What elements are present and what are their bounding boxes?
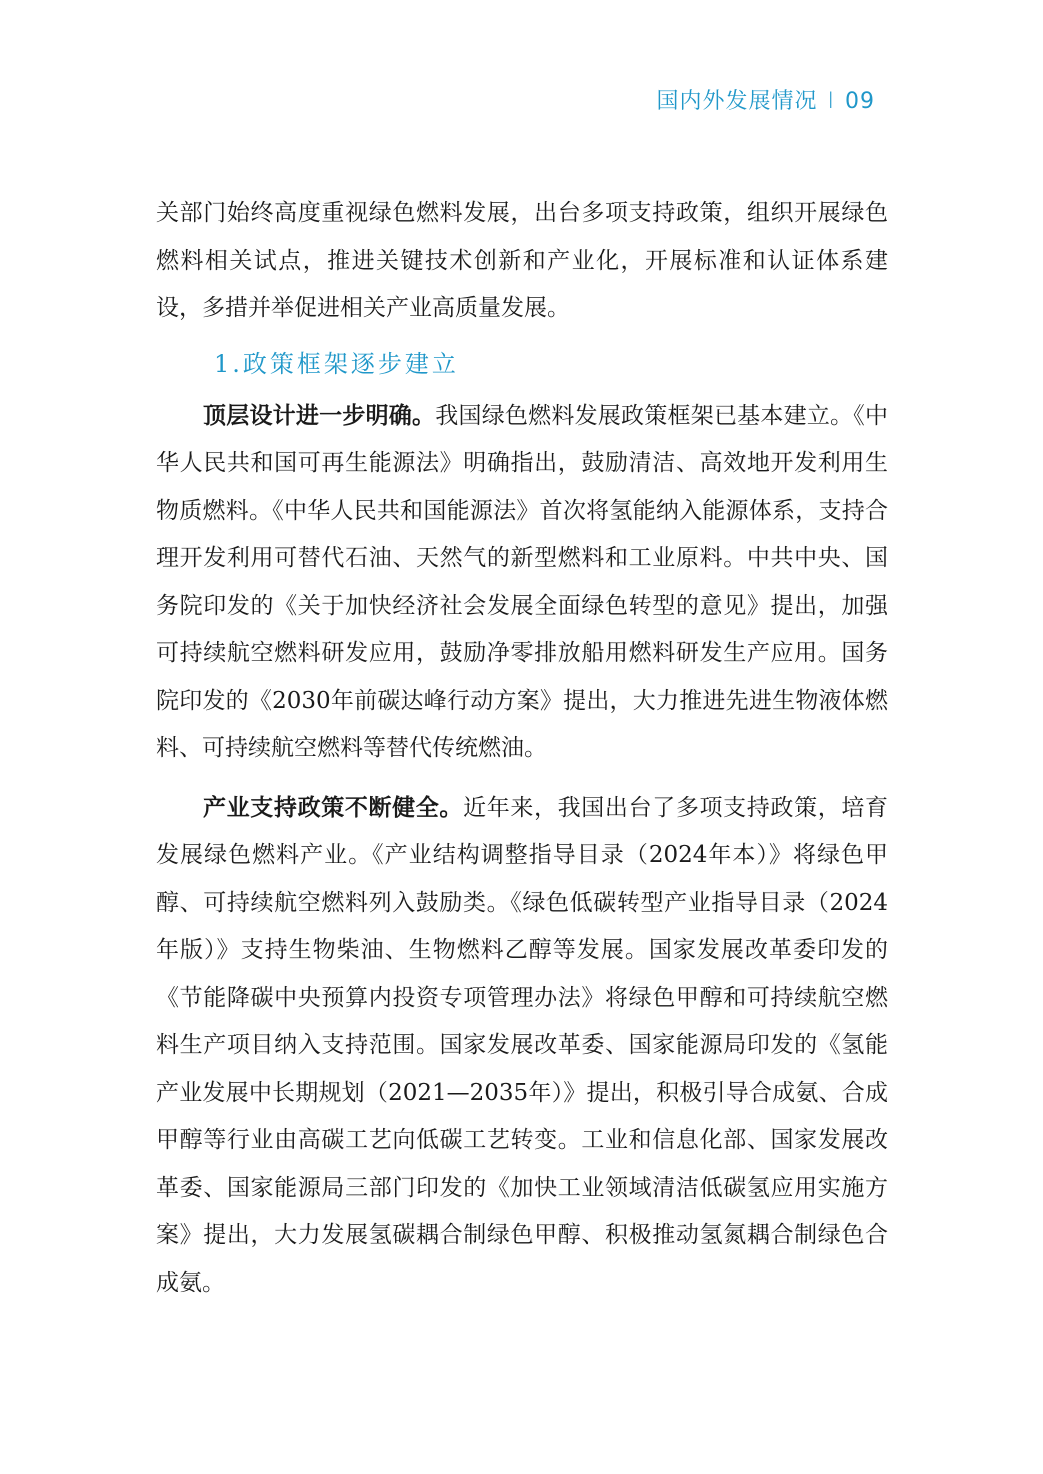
paragraph-top-level-design bbox=[156, 393, 888, 773]
paragraph-spacer bbox=[156, 773, 888, 785]
paragraph-lead: 产业支持政策不断健全。 bbox=[203, 794, 464, 821]
paragraph-body: 近年来，我国出台了多项支持政策，培育发展绿色燃料产业。《产业结构调整指导目录（2024年本）》将绿色甲醇、可持续航空燃料列入鼓励类。《绿色低碳转型产业指导目录（2024年版）》支持生物柴油、生物燃料乙醇等发展。国家发展改革委印发的《节能降碳中央预算内投资专项管理办法》将绿色甲醇和可持续航空燃料生产项目纳入支持范围。国家发展改革委、国家能源局印发的《氢能产业发展中长期规划（2021—2035年）》提出，积极引导合成氨、合成甲醇等行业由高碳工艺向低碳工艺转变。工业和信息化部、国家发展改革委、国家能源局三部门印发的《加快工业领域清洁低碳氢应用实施方案》提出，大力发展氢碳耦合制绿色甲醇、积极推动氢氮耦合制绿色合成氨。 bbox=[156, 794, 889, 1296]
section-title: 国内外发展情况 bbox=[656, 89, 818, 114]
paragraph-lead: 顶层设计进一步明确。 bbox=[203, 402, 436, 429]
paragraph-industry-policy bbox=[156, 785, 888, 1308]
page-number: 09 bbox=[845, 89, 875, 114]
page-body bbox=[156, 190, 888, 1307]
header-separator: I bbox=[827, 89, 835, 114]
intro-paragraph: 关部门始终高度重视绿色燃料发展，出台多项支持政策，组织开展绿色燃料相关试点，推进关键技术创新和产业化，开展标准和认证体系建设，多措并举促进相关产业高质量发展。 bbox=[156, 200, 888, 321]
page-header bbox=[656, 84, 875, 115]
section-heading: 1.政策框架逐步建立 bbox=[214, 349, 459, 378]
paragraph-body: 我国绿色燃料发展政策框架已基本建立。《中华人民共和国可再生能源法》明确指出，鼓励清洁、高效地开发利用生物质燃料。《中华人民共和国能源法》首次将氢能纳入能源体系，支持合理开发利用可替代石油、天然气的新型燃料和工业原料。中共中央、国务院印发的《关于加快经济社会发展全面绿色转型的意见》提出，加强可持续航空燃料研发应用，鼓励净零排放船用燃料研发生产应用。国务院印发的《2030年前碳达峰行动方案》提出，大力推进先进生物液体燃料、可持续航空燃料等替代传统燃油。 bbox=[156, 402, 889, 761]
